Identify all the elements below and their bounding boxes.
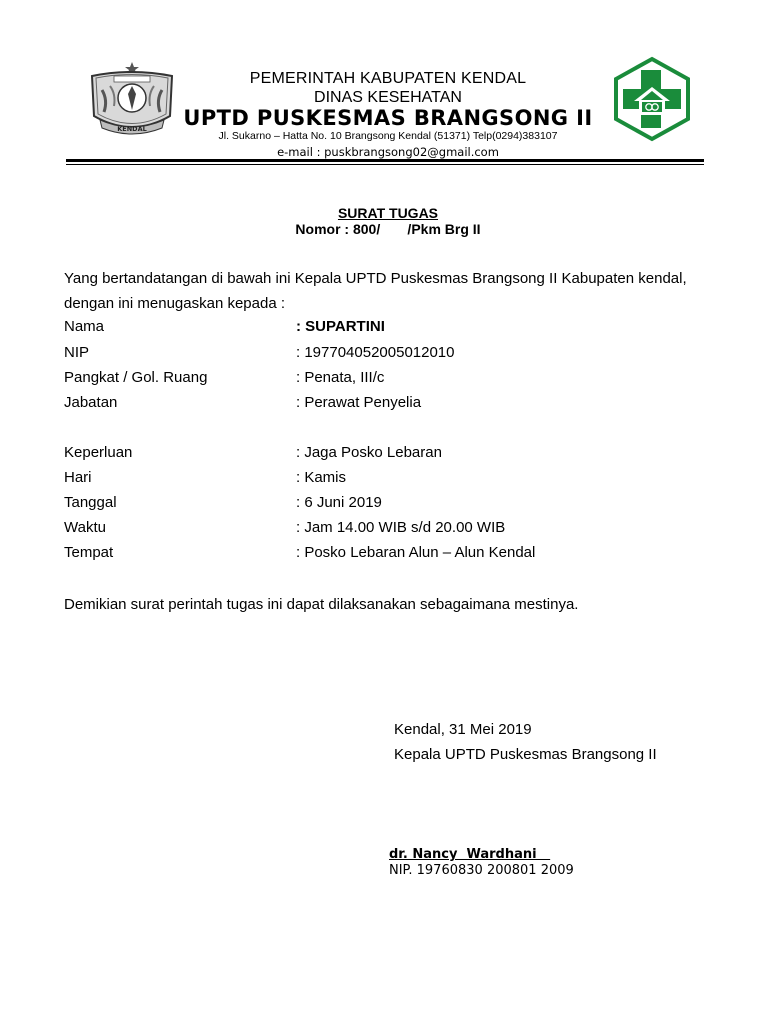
field-label: Nama: [64, 318, 105, 335]
field-label: Pangkat / Gol. Ruang: [64, 369, 208, 386]
institution-address: Jl. Sukarno – Hatta No. 10 Brangsong Kendal (51371) Telp(0294)383107: [218, 130, 558, 142]
field-label: NIP: [64, 344, 90, 361]
kendal-regency-emblem-icon: [86, 60, 178, 140]
institution-title: UPTD PUSKESMAS BRANGSONG II: [183, 106, 593, 130]
header-rule-thin: [66, 164, 704, 165]
government-name: PEMERINTAH KABUPATEN KENDAL: [249, 70, 527, 87]
field-label: Waktu: [64, 519, 106, 536]
field-value: : Jam 14.00 WIB s/d 20.00 WIB: [296, 519, 506, 536]
intro-line-1: Yang bertandatangan di bawah ini Kepala UPTD Puskesmas Brangsong II Kabupaten kendal,: [64, 270, 687, 287]
closing-paragraph: Demikian surat perintah tugas ini dapat dilaksanakan sebagaimana mestinya.: [64, 596, 579, 613]
field-value: : Kamis: [296, 469, 347, 486]
field-label: Jabatan: [64, 394, 118, 411]
field-label: Keperluan: [64, 444, 133, 461]
document-title: SURAT TUGAS: [337, 205, 439, 221]
field-value: : Penata, III/c: [296, 369, 385, 386]
field-value: : Perawat Penyelia: [296, 394, 422, 411]
header-rule-thick: [66, 159, 704, 162]
signatory-name: dr. Nancy Wardhani: [389, 847, 551, 862]
field-value: : 197704052005012010: [296, 344, 455, 361]
signature-position: Kepala UPTD Puskesmas Brangsong II: [394, 746, 657, 763]
intro-paragraph: [64, 266, 724, 316]
puskesmas-logo-icon: [612, 56, 692, 142]
field-value: : Posko Lebaran Alun – Alun Kendal: [296, 544, 536, 561]
field-value: : 6 Juni 2019: [296, 494, 382, 511]
intro-line-2: dengan ini menugaskan kepada :: [64, 295, 286, 312]
field-value: : SUPARTINI: [296, 318, 385, 335]
document-number: Nomor : 800/ /Pkm Brg II: [295, 221, 481, 237]
signature-place-date: Kendal, 31 Mei 2019: [394, 721, 532, 738]
department-name: DINAS KESEHATAN: [314, 89, 462, 106]
field-label: Tanggal: [64, 494, 117, 511]
field-label: Hari: [64, 469, 92, 486]
svg-text:KENDAL: KENDAL: [117, 125, 147, 133]
field-value: : Jaga Posko Lebaran: [296, 444, 442, 461]
institution-email: e-mail : puskbrangsong02@gmail.com: [277, 145, 499, 159]
field-label: Tempat: [64, 544, 114, 561]
signatory-nip: NIP. 19760830 200801 2009: [389, 863, 574, 878]
